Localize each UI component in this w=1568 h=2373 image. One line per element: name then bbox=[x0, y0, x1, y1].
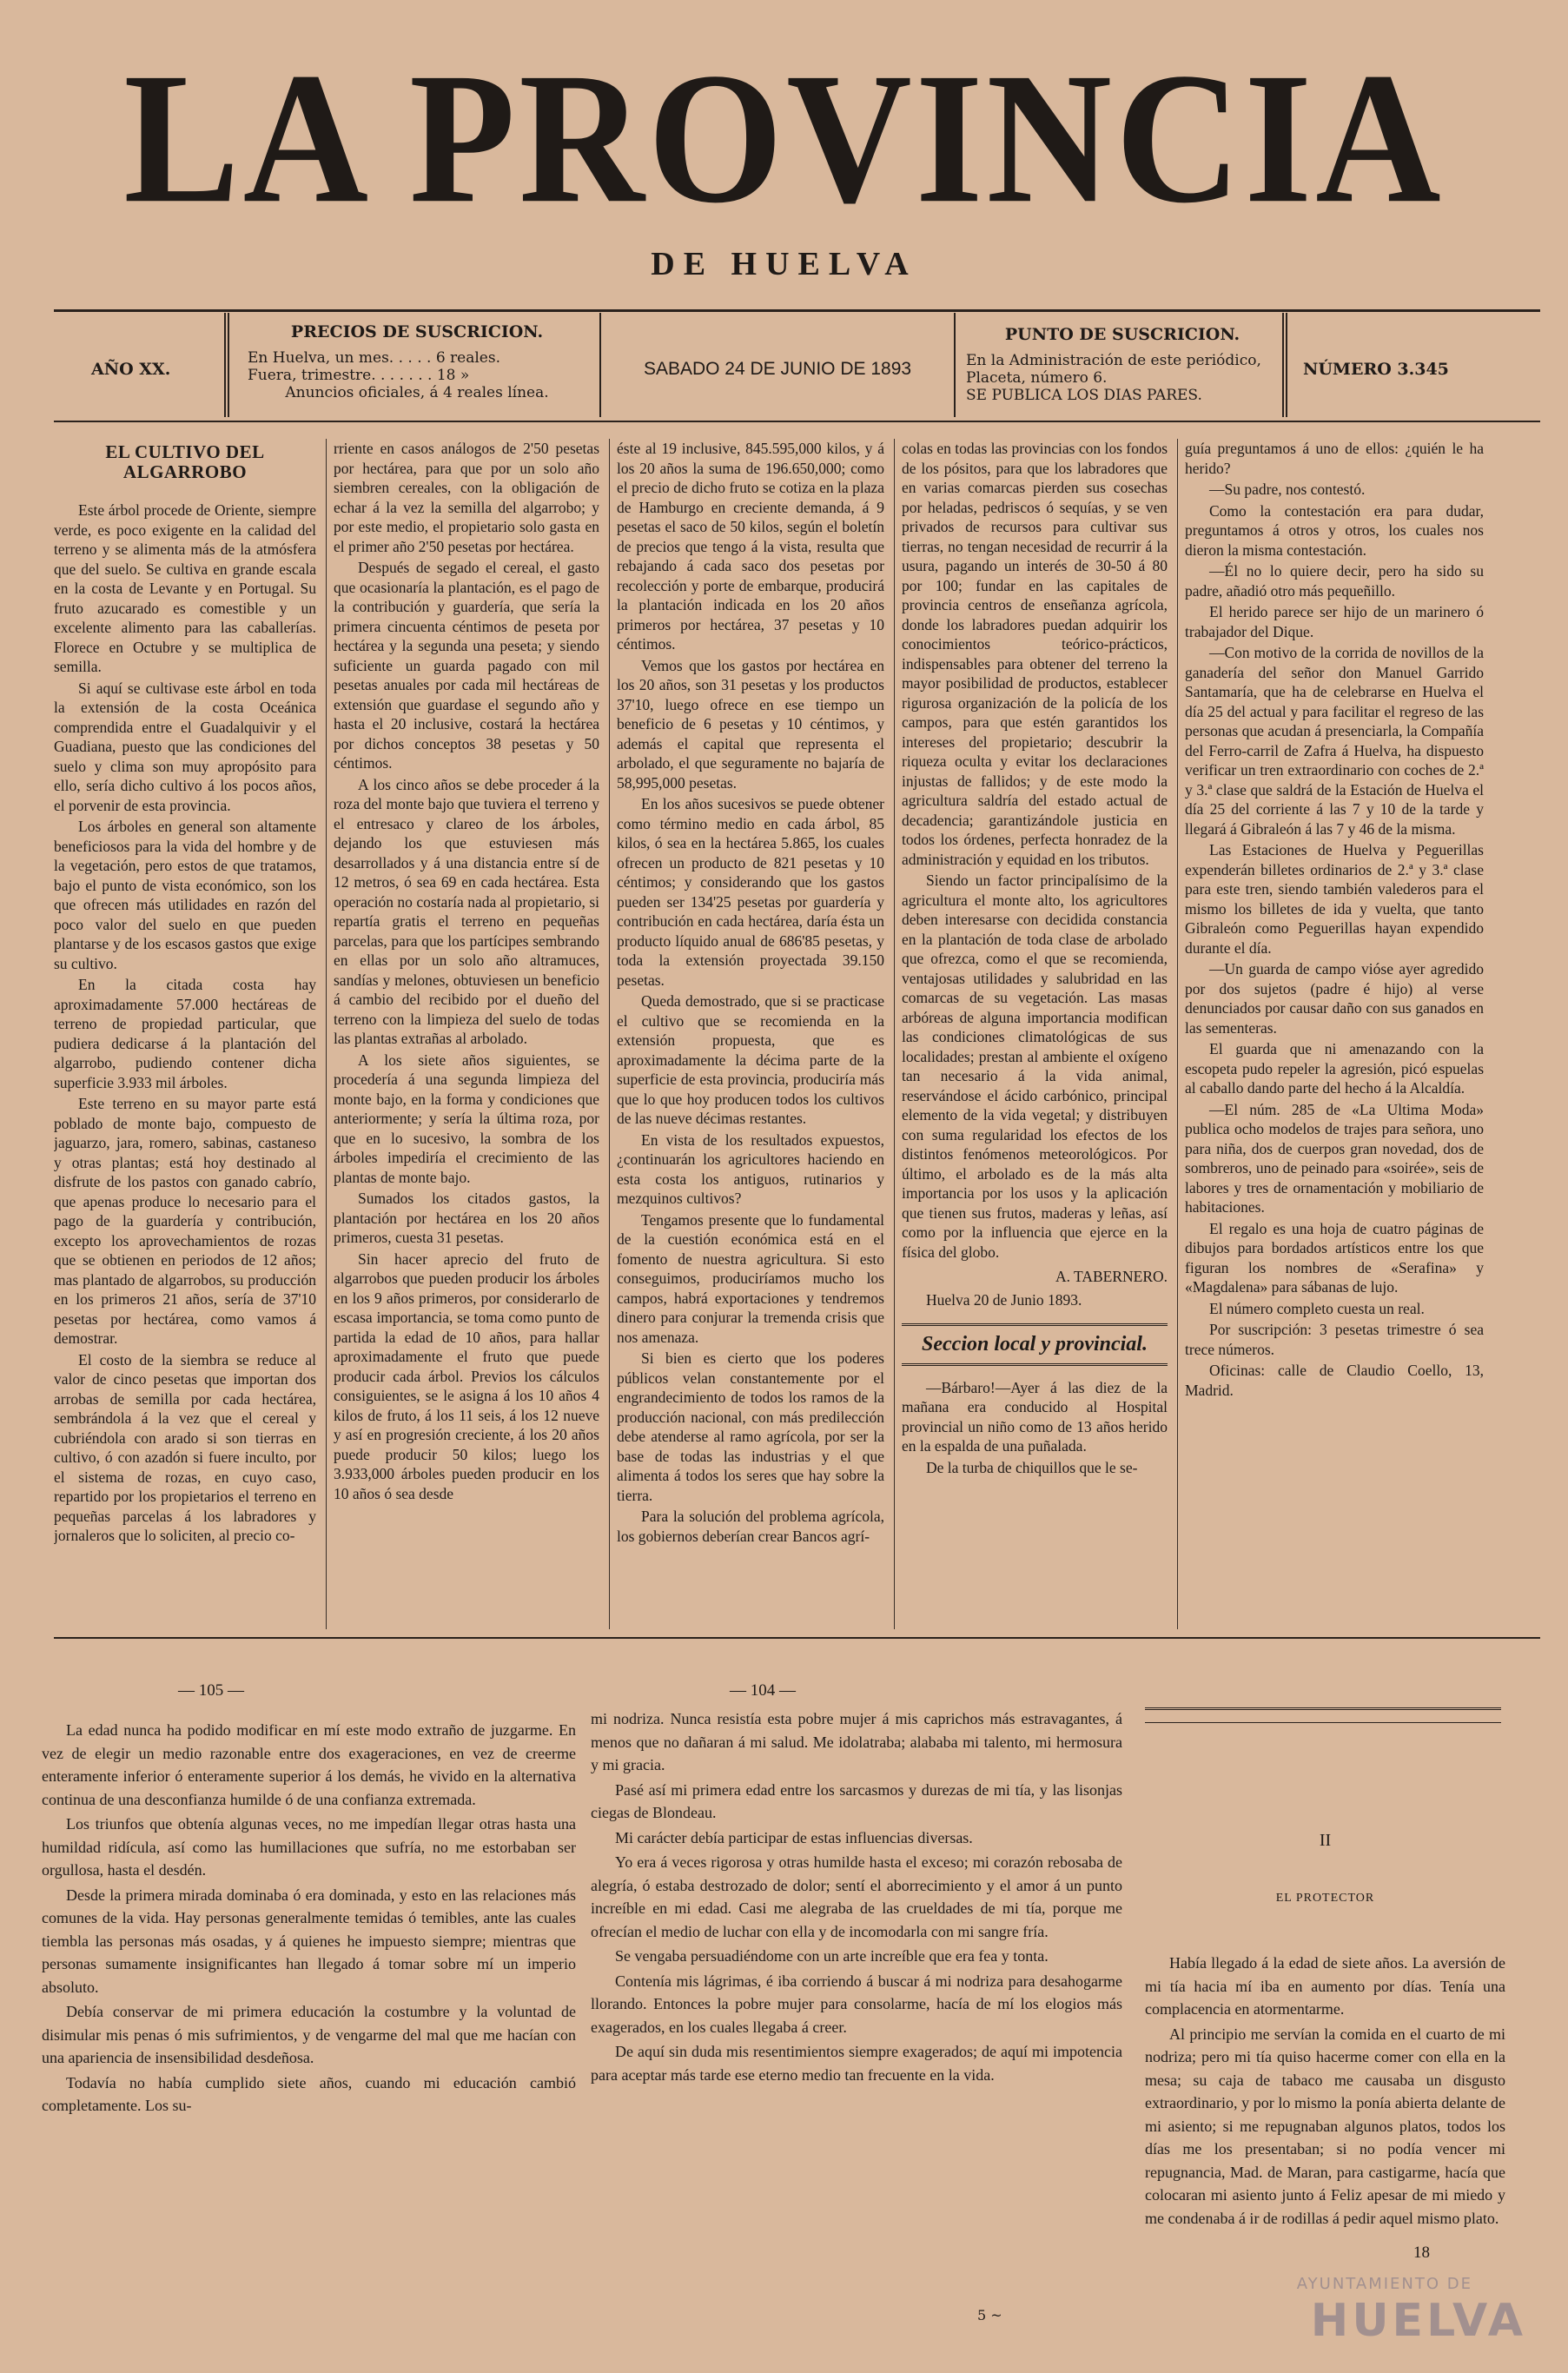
chapter-number: II bbox=[1319, 1831, 1332, 1850]
info-divider bbox=[1286, 313, 1287, 417]
year-label: AÑO XX. bbox=[91, 360, 171, 379]
column-divider bbox=[326, 439, 327, 1629]
paragraph: éste al 19 inclusive, 845.595,000 kilos, y á los 20 años la suma de 196.650,000; como el precio de dicho fruto se cotiza en la plaza de Hamburgo en creciente demanda, á 9 pesetas el saco de 50 kilos, según el boletín de precios que tengo á la vista, resulta que rebajando á cada saco dos pesetas por recolección y porte de embarque, producirá la plantación indicada en los 20 años primeros por hectárea, 37 pesetas y 10 céntimos. bbox=[617, 440, 884, 653]
paragraph: Sin hacer aprecio del fruto de algarrobos que pueden producir los árboles en los 9 años primeros, por considerarlo de escasa importancia, se toma como punto de partida la edad de 10 años, para hallar aproximadamente el fruto que puede producir cada árbol. Previos los cálculos consiguientes, se le asigna á los 10 años 4 kilos de fruto, á los 11 seis, á los 12 nueve y así en progresión creciente, á los 20 años puede producir 50 kilos; luego los 3.933,000 árboles pueden producir en los 10 años ó sea desde bbox=[334, 1249, 599, 1502]
folletin-page-number: — 104 — bbox=[730, 1681, 796, 1700]
subscription-prices bbox=[248, 323, 586, 428]
article-date: Huelva 20 de Junio 1893. bbox=[926, 1290, 1082, 1309]
paragraph: Sumados los citados gastos, la plantación por hectárea en los 20 años primeros, cuesta 31 pesetas. bbox=[334, 1190, 599, 1246]
masthead-title: LA PROVINCIA bbox=[123, 35, 1445, 242]
masthead-subtitle: DE HUELVA bbox=[651, 246, 917, 282]
paragraph: Contenía mis lágrimas, é iba corriendo á buscar á mi nodriza para desahogarme llorando. Entonces la pobre mujer para consolarme, hacía de mí los elogios más exagerados, en los cuales llegaba á creer. bbox=[591, 1972, 1122, 2036]
column-divider bbox=[1177, 439, 1178, 1629]
paragraph: El costo de la siembra se reduce al valor de cinco pesetas que importan dos arrobas de semilla por cada hectárea, sembrándola á la vez que el cereal y cubriéndola con arado si son tierras en cultivo, ó con azadón si fuere inculto, por el sistema de rozas, en cuyo caso, repartido por los propietarios el terreno en pequeñas parcelas á los labradores y jornaleros que lo soliciten, al precio co- bbox=[54, 1350, 316, 1544]
column-divider bbox=[894, 439, 895, 1629]
info-divider bbox=[228, 313, 229, 417]
paragraph: Si bien es cierto que los poderes públicos velan constantemente por el engrandecimiento de todos los ramos de la producción nacional, con más predilección debe atenderse al ramo agrícola, por ser la base de todas las industrias y el que alimenta á todos los seres que hay sobre la tierra. bbox=[617, 1349, 884, 1504]
paragraph: Desde la primera mirada dominaba ó era dominada, y esto en las relaciones más comunes de la vida. Hay personas generalmente temidas ó temibles, ante las cuales tiembla las personas más osadas, y á quienes he impuesto siempre; mientras que personas sumamente insignificantes han llegado á tomar sobre mí un imperio absoluto. bbox=[42, 1886, 576, 1996]
article-heading: EL CULTIVO DEL ALGARROBO bbox=[105, 441, 265, 482]
column-5 bbox=[1185, 439, 1484, 1629]
paragraph: El regalo es una hoja de cuatro páginas de dibujos para bordados artísticos entre los que figuran los nombres de «Serafina» y «Magdalena» para sábanas de lujo. bbox=[1185, 1219, 1484, 1296]
folletin-left bbox=[42, 1719, 576, 2362]
paragraph: mi nodriza. Nunca resistía esta pobre mujer á mis caprichos más estravagantes, á menos que no dañaran á mi salud. Me idolatraba; alababa mi talento, mi hermosura y mi gracia. bbox=[591, 1710, 1122, 1773]
page-number: 18 bbox=[1413, 2244, 1430, 2262]
paragraph: Este terreno en su mayor parte está poblado de monte bajo, compuesto de jaguarzo, jara, romero, sabinas, castaneso y otras plantas; está hoy destinado al disfrute de los pastos con ganado cabrío, que apenas produce lo necesario para el pago de la guardería y contribución, excepto los aprovechamientos de rozas que se obtienen en periodos de 12 años; mas plantado de algarrobos, su producción en los primeros 21 años, sería de 37'10 pesetas por hectárea, como vamos á demostrar. bbox=[54, 1095, 316, 1347]
paragraph: —Su padre, nos contestó. bbox=[1209, 481, 1366, 498]
paragraph: Tengamos presente que lo fundamental de la cuestión económica está en el fomento de nuestra agricultura. Si esto conseguimos, produciríamos mucho los campos, habrá exportaciones y tendremos dinero para conjurar la tremenda crisis que nos amenaza. bbox=[617, 1210, 884, 1346]
column-1 bbox=[54, 439, 316, 1629]
paragraph: De aquí sin duda mis resentimientos siempre exagerados; de aquí mi impotencia para aceptar más tarde ese eterno medio tan frecuente en la vida. bbox=[591, 2043, 1122, 2084]
paragraph: rriente en casos análogos de 2'50 pesetas por hectárea, para que por un solo año siembren cereales, con la obligación de echar á la vez la semilla del algarrobo; y por este medio, el propietario solo gasta en el primer año 2'50 pesetas por hectárea. bbox=[334, 440, 599, 555]
subscription-point bbox=[966, 326, 1279, 430]
archive-watermark-label: AYUNTAMIENTO DE bbox=[1296, 2275, 1472, 2293]
paragraph: En la citada costa hay aproximadamente 57.000 hectáreas de terreno de propiedad particular, que pudiera dedicarse á la plantación del algarrobo, pudiendo contener dicha superficie 3.933 mil árboles. bbox=[54, 976, 316, 1091]
paragraph: La edad nunca ha podido modificar en mí este modo extraño de juzgarme. En vez de elegir un medio razonable entre dos exageraciones, en vez de creerme enteramente inferior ó enteramente superior á los demás, he vivido en la alternativa continua de una desconfianza humilde ó de una confianza extremada. bbox=[42, 1721, 576, 1808]
paragraph: A los cinco años se debe proceder á la roza del monte bajo que tuviera el terreno y el entresaco y clareo de los árboles, dejando los que estuviesen más desarrollados y á una distancia entre sí de 12 metros, ó sea 69 en cada hectárea. Esta operación no costaría nada al propietario, si repartía gratis el terreno en pequeñas parcelas, para que los partícipes sembrando en ellas por un solo año altramuces, sandías y melones, obtuviesen un beneficio á cambio del recibido por el dueño del terreno con la limpieza del suelo de todas las plantas extrañas al arbolado. bbox=[334, 775, 599, 1047]
point-line: SE PUBLICA LOS DIAS PARES. bbox=[966, 387, 1202, 404]
paragraph: —Un guarda de campo vióse ayer agredido por dos sujetos (padre é hijo) al verse denunciados por causar daño con sus ganados en las sementeras. bbox=[1185, 960, 1484, 1037]
folletin-page-number: — 105 — bbox=[178, 1681, 244, 1700]
archive-watermark: HUELVA bbox=[1310, 2295, 1526, 2347]
paragraph: Las Estaciones de Huelva y Peguerillas expenderán billetes ordinarios de 2.ª y 3.ª clase para este tren, siendo también valederos para el mismo los billetes de ida y vuelta, que tanto Gibraleón como Peguerillas hayan expendido durante el día. bbox=[1185, 841, 1484, 957]
chapter-ornament bbox=[1145, 1707, 1501, 1723]
paragraph: Queda demostrado, que si se practicase el cultivo que se recomienda en la extensión propuesta, que es aproximadamente la décima parte de la superficie de esta provincia, produciría más que lo que hoy producen todos los cultivos de las nueve décimas restantes. bbox=[617, 992, 884, 1127]
folletin-rule bbox=[54, 1637, 1540, 1639]
paragraph: Al principio me servían la comida en el cuarto de mi nodriza; pero mi tía quiso hacerme comer con ella en la mesa; su caja de tabaco me causaba un disgusto extraordinario, y por lo mismo la ponía abierta delante de mi asiento; si me repugnaban algunos platos, todos los días me los presentaban; si no podía vencer mi repugnancia, Mad. de Maran, para castigarme, hacía que colocaran mi asiento junto á Feliz apesar de mi miedo y me condenaba á ir de rodillas á pedir aquel mismo plato. bbox=[1145, 2025, 1505, 2227]
folletin-right bbox=[1145, 1829, 1505, 2316]
paragraph: A los siete años siguientes, se procedería á una segunda limpieza del monte bajo, en la forma y condiciones que anteriormente; y sería la última roza, por que en lo sucesivo, la sombra de los árboles impediría el crecimiento de las plantas de monte bajo. bbox=[334, 1051, 599, 1186]
print-mark: 5 ~ bbox=[977, 2307, 1002, 2323]
paragraph: Vemos que los gastos por hectárea en los 20 años, son 31 pesetas y los productos 37'10, luego ofrece en ese tiempo un beneficio de 6 pesetas y 10 céntimos, y además el capital que representa el arbolado, el que seguramente no bajaría de 58,995,000 pesetas. bbox=[617, 656, 884, 792]
paragraph: Como la contestación era para dudar, preguntamos á otros y otros, los cuales nos dieron la misma contestación. bbox=[1185, 501, 1484, 559]
top-rule bbox=[54, 309, 1540, 312]
chapter-title: EL PROTECTOR bbox=[1275, 1891, 1375, 1905]
info-divider bbox=[224, 313, 226, 417]
issue-date: SABADO 24 DE JUNIO DE 1893 bbox=[643, 359, 912, 379]
subscription-line: En Huelva, un mes. . . . . 6 reales. bbox=[248, 349, 500, 367]
paragraph: Yo era á veces rigorosa y otras humilde hasta el exceso; mi corazón rebosaba de alegría, ó estaba destrozado de dolor; sentí el aborrecimiento y el amor á un punto increíble en mi edad. Casi me alegraba de las crueldades de mi tía, porque me ofrecían el medio de luchar con ella y de incomodarla con mi sangre fría. bbox=[591, 1853, 1122, 1940]
paragraph: Todavía no había cumplido siete años, cuando mi educación cambió completamente. Los su- bbox=[42, 2073, 576, 2114]
paragraph: —Bárbaro!—Ayer á las diez de la mañana era conducido al Hospital provincial un niño como de 13 años herido en la espalda de una puñalada. bbox=[902, 1378, 1168, 1455]
column-3 bbox=[617, 439, 884, 1629]
paragraph: colas en todas las provincias con los fondos de los pósitos, para que los labradores que en varias comarcas pierden sus cosechas por heladas, pedriscos ó sequías, y se ven privados de recursos para cultivar sus tierras, no tengan necesidad de recurrir á la usura, pagando un interés de 30-50 á 80 por 100; fundar en las capitales de provincia centros de enseñanza agrícola, donde los labradores puedan adquirir los conocimientos teórico-prácticos, indispensables para obtener del terreno la mayor posibilidad de productos, establecer rigurosa organización de la policía de los campos, para que estén garantidos los intereses del propietario; descubrir la riqueza oculta y evitar los declaraciones injustas de fallidos; y de este modo la agricultura saldría del estado actual de decadencia; garantizándole justicia en todos los órdenes, perfecta honradez de la administración y equidad en los tributos. bbox=[902, 440, 1168, 868]
paragraph: Debía conservar de mi primera educación la costumbre y la voluntad de disimular mis penas ó mis sufrimientos, y de vengarme del mal que me hacían con una apariencia de insensibilidad desdeñosa. bbox=[42, 2003, 576, 2066]
folletin-middle bbox=[591, 1707, 1122, 2350]
paragraph: —Él no lo quiere decir, pero ha sido su padre, añadió otro más pequeñillo. bbox=[1185, 562, 1484, 600]
paragraph: El número completo cuesta un real. bbox=[1209, 1299, 1425, 1317]
column-4 bbox=[902, 439, 1168, 1629]
paragraph: El herido parece ser hijo de un marinero ó trabajador del Dique. bbox=[1185, 603, 1484, 640]
paragraph: En los años sucesivos se puede obtener como término medio en cada árbol, 85 kilos, ó sea en la hectárea 5.865, los cuales ofrecen un producto de 821 pesetas y 10 céntimos; y considerando que los gastos pueden ser 134'25 pesetas por guardería y contribución en cada hectárea, daría ésta un producto líquido anual de 686'85 pesetas, y toda la extensión proyectada 39.150 pesetas. bbox=[617, 795, 884, 989]
column-divider bbox=[609, 439, 610, 1629]
paragraph: Después de segado el cereal, el gasto que ocasionaría la plantación, es el pago de la contribución y guardería, que sería la primera cincuenta céntimos de peseta por hectárea y la segunda una peseta; y siendo suficiente un guarda pagado con mil pesetas anuales por cada mil hectáreas de extensión que guardase el segundo año y hasta el 20 inclusive, costará la hectárea por dichos conceptos 38 pesetas y 50 céntimos. bbox=[334, 559, 599, 772]
author-signature: A. TABERNERO. bbox=[1055, 1268, 1168, 1285]
point-line: Placeta, número 6. bbox=[966, 369, 1108, 387]
column-2 bbox=[334, 439, 599, 1629]
paragraph: El guarda que ni amenazando con la escopeta pudo repeler la agresión, picó espuelas al caballo dando parte del hecho á la Alcaldía. bbox=[1185, 1040, 1484, 1097]
issue-number: NÚMERO 3.345 bbox=[1303, 360, 1449, 379]
paragraph: —El núm. 285 de «La Ultima Moda» publica ocho modelos de trajes para señora, uno para niña, dos de cuerpos gran novedad, dos de sombreros, uno de peinado para «soirée», seis de labores y tres de ornamentación y mobiliario de habitaciones. bbox=[1185, 1100, 1484, 1216]
paragraph: Este árbol procede de Oriente, siempre verde, es poco exigente en la calidad del terreno y se alimenta más de la atmósfera que del suelo. Se cultiva en grande escala en la costa de Levante y en Portugal. Su fruto azucarado es comestible y un excelente alimento para las caballerías. Florece en Octubre y se multiplica de semilla. bbox=[54, 501, 316, 675]
paragraph: Siendo un factor principalísimo de la agricultura el monte alto, los agricultores deben interesarse con decidida constancia en la plantación de toda clase de arbolado que ofrezca, como el que se recomienda, ventajosas utilidades y salubridad en las comarcas de su vegetación. Las masas arbóreas de alguna importancia modifican las condiciones climatológicas de sus localidades; prestan al ambiente el oxígeno tan necesario á la vida animal, reservándose el ácido carbónico, principal elemento de la vida vegetal; y distribuyen con suma regularidad los efectos de los distintos fenómenos meteorológicos. Por último, el arbolado es de la más alta importancia por los usos y la aplicación que tienen sus frutos, maderas y leñas, así como por la influencia que ejerce en la física del globo. bbox=[902, 872, 1168, 1261]
section-heading: Seccion local y provincial. bbox=[902, 1323, 1168, 1366]
paragraph: Había llegado á la edad de siete años. La aversión de mi tía hacia mí iba en aumento por días. Tenía una complacencia en atormentarme. bbox=[1145, 1954, 1505, 2018]
subscription-title: PRECIOS DE SUSCRICION. bbox=[290, 322, 544, 341]
paragraph: Los triunfos que obtenía algunas veces, no me impedían llegar otras hasta una humildad ridícula, así como las humillaciones que sufría, no me estorbaban ser orgullosa, hasta el desdén. bbox=[42, 1815, 576, 1879]
point-title: PUNTO DE SUSCRICION. bbox=[1004, 325, 1241, 344]
paragraph: Oficinas: calle de Claudio Coello, 13, Madrid. bbox=[1185, 1362, 1484, 1399]
paragraph: Mi carácter debía participar de estas influencias diversas. bbox=[615, 1828, 973, 1846]
paragraph: guía preguntamos á uno de ellos: ¿quién le ha herido? bbox=[1185, 440, 1484, 477]
paragraph: Pasé así mi primera edad entre los sarcasmos y durezas de mi tía, y las lisonjas ciegas de Blondeau. bbox=[591, 1780, 1122, 1821]
paragraph: En vista de los resultados expuestos, ¿continuarán los agricultores haciendo en esta costa los antiguos, rutinarios y mezquinos cultivos? bbox=[617, 1130, 884, 1207]
info-divider bbox=[1282, 313, 1284, 417]
paragraph: Se vengaba persuadiéndome con un arte increíble que era fea y tonta. bbox=[615, 1947, 1049, 1965]
subscription-line: Fuera, trimestre. . . . . . . 18 » bbox=[248, 367, 470, 384]
paragraph: De la turba de chiquillos que le se- bbox=[926, 1458, 1138, 1476]
paragraph: Los árboles en general son altamente beneficiosos para la vida del hombre y de la vegetación, pero estos de que tratamos, bajo el punto de vista económico, son los que ofrecen más utilidades en razón del poco valor del suelo en que pueden plantarse y de los escasos gastos que exige su cultivo. bbox=[54, 818, 316, 972]
point-line: En la Administración de este periódico, bbox=[966, 352, 1261, 369]
paragraph: Por suscripción: 3 pesetas trimestre ó sea trece números. bbox=[1185, 1321, 1484, 1358]
subscription-line: Anuncios oficiales, á 4 reales línea. bbox=[285, 384, 549, 401]
paragraph: —Con motivo de la corrida de novillos de la ganadería del señor don Manuel Garrido Santamaría, que ha de celebrarse en Huelva el día 25 del actual y para facilitar el regreso de las personas que acudan á presenciarla, la Compañía del Ferro-carril de Zafra á Huelva, ha dispuesto verificar un tren extraordinario con coches de 2.ª y 3.ª clase que saldrá de la Estación de Huelva el día 25 del corriente á las 7 y 10 de la tarde y llegará á Gibraleón á las 7 y 46 de la misma. bbox=[1185, 644, 1484, 838]
paragraph: Si aquí se cultivase este árbol en toda la extensión de la costa Oceánica comprendida entre el Guadalquivir y el Guadiana, puesto que las condiciones del suelo y clima son muy apropósito para ello, sería dicho cultivo á los pocos años, el porvenir de esta provincia. bbox=[54, 679, 316, 814]
paragraph: Para la solución del problema agrícola, los gobiernos deberían crear Bancos agrí- bbox=[617, 1508, 884, 1545]
